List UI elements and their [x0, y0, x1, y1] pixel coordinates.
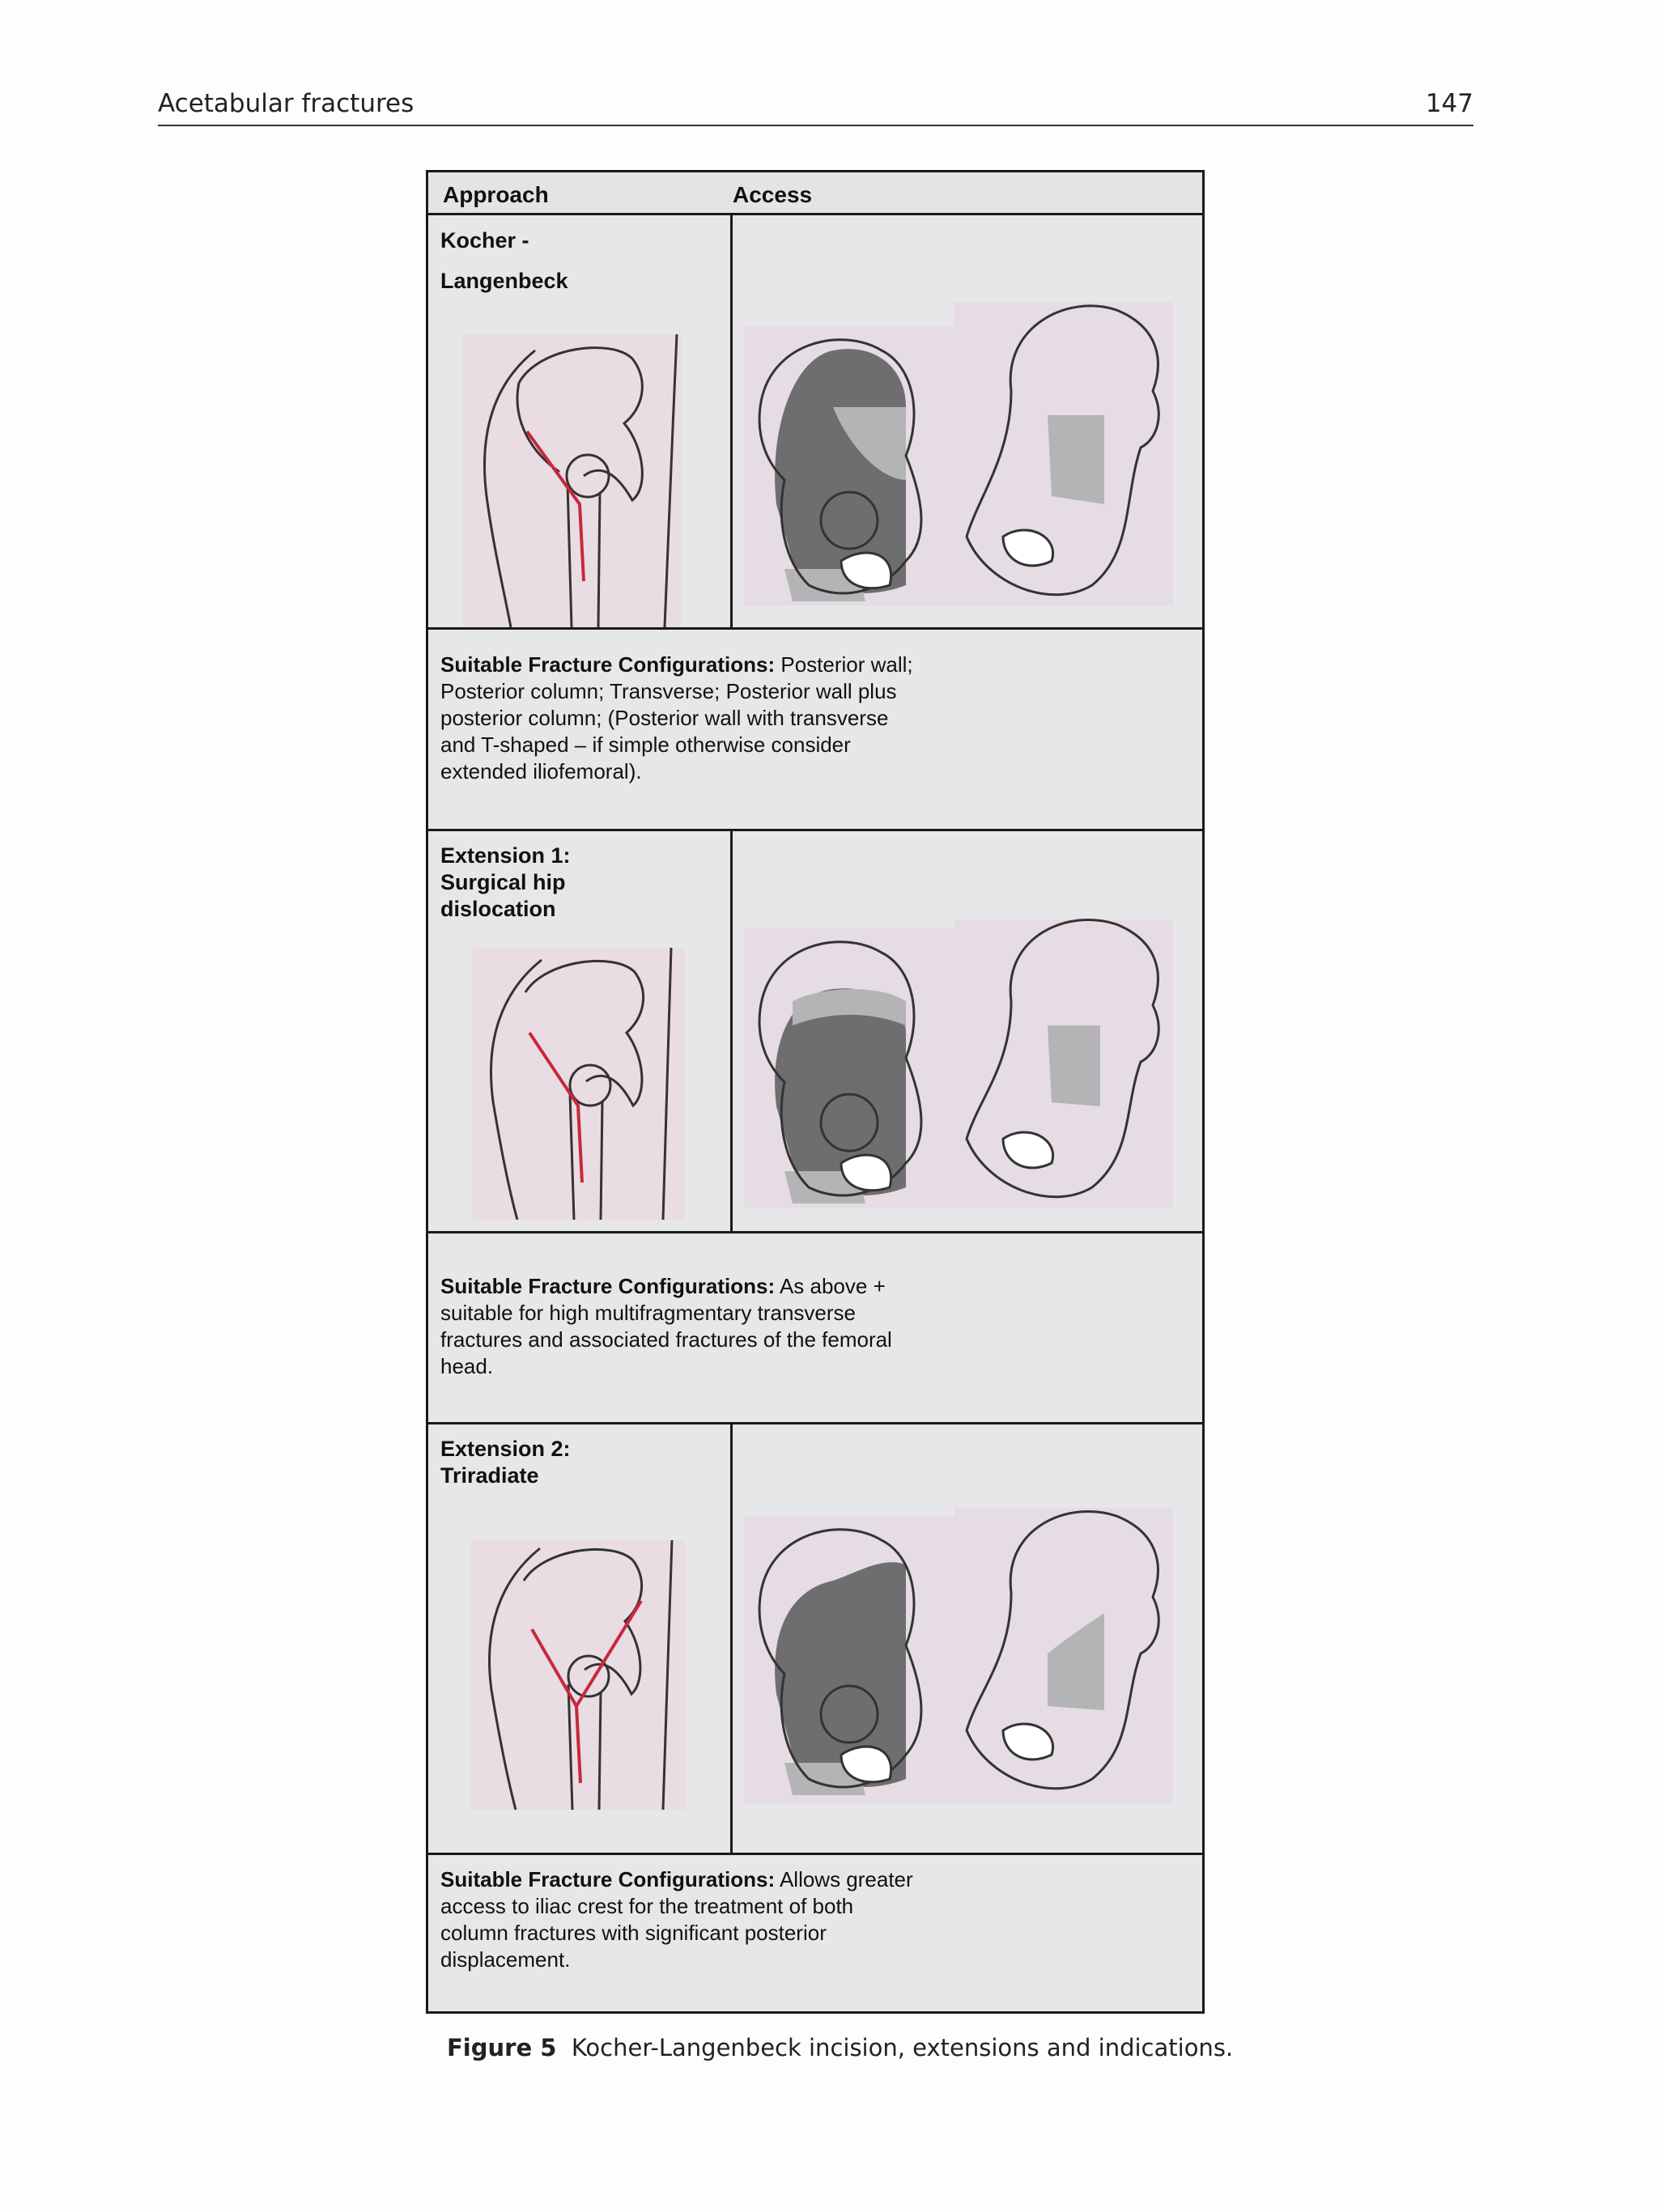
- fc-text: Posterior wall; Posterior column; Transverse; Posterior wall plus posterior column; (Posterior wall with transverse and T-shaped – if simple otherwise consider extended iliofemoral).: [440, 652, 913, 783]
- extension1-incision-drawing: [473, 948, 685, 1220]
- figure-label: Figure 5: [447, 2034, 557, 2061]
- approach-name-extension-2: [440, 1436, 571, 1489]
- approach-line: Surgical hip: [440, 870, 566, 894]
- extension2-incision-drawing: [471, 1540, 686, 1810]
- page-number: 147: [1425, 89, 1473, 118]
- approach-line: Langenbeck: [440, 269, 568, 293]
- fracture-configurations: [440, 652, 926, 785]
- figure-caption-text: Kocher-Langenbeck incision, extensions and indications.: [571, 2034, 1234, 2061]
- col-access-header: Access: [733, 182, 813, 207]
- running-title: Acetabular fractures: [158, 89, 414, 118]
- approach-line: Triradiate: [440, 1463, 539, 1488]
- col-approach-header: Approach: [443, 182, 549, 207]
- figure-caption: [447, 2034, 1233, 2061]
- approach-table: [426, 170, 1205, 2014]
- extension2-access-drawing: [744, 1500, 1197, 1815]
- fc-label: Suitable Fracture Configurations:: [440, 652, 776, 677]
- table-header: [428, 172, 1202, 215]
- fc-label: Suitable Fracture Configurations:: [440, 1867, 776, 1891]
- approach-line: Extension 1:: [440, 843, 571, 868]
- fc-text: As above + suitable for high multifragmentary transverse fractures and associated fractures of the femoral head.: [440, 1274, 892, 1378]
- fc-label: Suitable Fracture Configurations:: [440, 1274, 776, 1298]
- kocher-incision-drawing: [462, 334, 681, 627]
- approach-name-extension-1: [440, 843, 571, 923]
- approach-line: dislocation: [440, 897, 556, 921]
- approach-line: Kocher -: [440, 228, 529, 253]
- fracture-configurations: [440, 1866, 926, 1973]
- extension1-access-drawing: [744, 912, 1197, 1220]
- approach-name-kocher: [440, 227, 568, 295]
- approach-line: Extension 2:: [440, 1437, 571, 1461]
- running-head: [158, 87, 1473, 126]
- fc-text: Allows greater access to iliac crest for the treatment of both column fractures with significant posterior displacement.: [440, 1867, 913, 1972]
- fracture-configurations: [440, 1273, 926, 1380]
- kocher-access-drawing: [744, 294, 1197, 618]
